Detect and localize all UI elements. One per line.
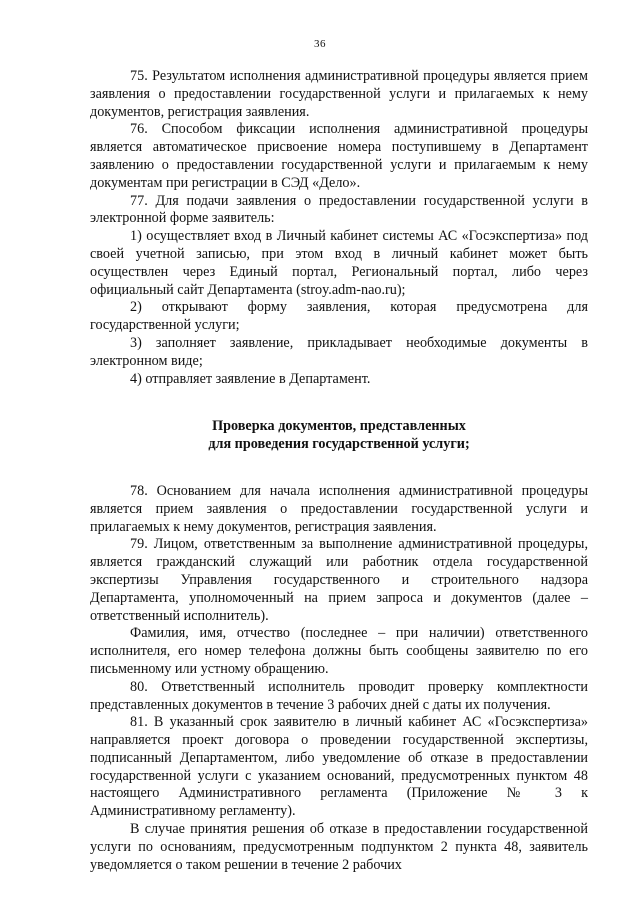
paragraph-80: 80. Ответственный исполнитель проводит проверку комплектности представленных документов в течение 3 рабочих дней с даты их получения. (90, 678, 588, 713)
paragraph-78: 78. Основанием для начала исполнения административной процедуры является прием заявления о предоставлении государственной услуги и прилагаемых к нему документов, регистрация заявления. (90, 482, 588, 535)
paragraph-81: 81. В указанный срок заявителю в личный кабинет АС «Госэкспертиза» направляется проект договора о проведении государственной экспертизы, подписанный Департаментом, либо уведомление об отказе в предоставлении государственной услуги с указанием оснований, предусмотренных пунктом 48 настоящего Административного регламента (Приложение № 3 к Административному регламенту). (90, 714, 588, 820)
paragraph-81-refusal: В случае принятия решения об отказе в предоставлении государственной услуги по основаниям, предусмотренным подпунктом 2 пункта 48, заявитель уведомляется о таком решении в течение 2 рабочих (90, 821, 588, 873)
list-item-4: 4) отправляет заявление в Департамент. (130, 370, 371, 387)
list-item-1: 1) осуществляет вход в Личный кабинет системы АС «Госэкспертиза» под своей учетной записью, при этом вход в личный кабинет может быть осуществлен через Единый портал, Региональный портал, либо через официальный сайт Департамента (stroy.adm-nao.ru); (90, 228, 588, 298)
document-body (90, 68, 588, 874)
page-number: 36 (314, 38, 326, 50)
paragraph-79-contact: Фамилия, имя, отчество (последнее – при наличии) ответственного исполнителя, его номер телефона должны быть сообщены заявителю по его письменному или устному обращению. (90, 625, 588, 677)
paragraph-75: 75. Результатом исполнения административной процедуры является прием заявления о предоставлении государственной услуги и прилагаемых к нему документов, регистрация заявления. (90, 68, 588, 120)
paragraph-79: 79. Лицом, ответственным за выполнение административной процедуры, является гражданский служащий или работник отдела государственной экспертизы Управления государственного и строительного надзора Департамента, уполномоченный на прием запроса и документов (далее – ответственный исполнитель). (90, 536, 588, 624)
paragraph-76: 76. Способом фиксации исполнения административной процедуры является автоматическое присвоение номера поступившему в Департамент заявлению о предоставлении государственной услуги и прилагаемым к нему документам при регистрации в СЭД «Дело». (90, 121, 588, 191)
list-item-2: 2) открывают форму заявления, которая предусмотрена для государственной услуги; (90, 299, 588, 334)
paragraph-77: 77. Для подачи заявления о предоставлении государственной услуги в электронной форме заявитель: (90, 192, 588, 227)
section-heading (90, 418, 588, 454)
section-heading-line-2: для проведения государственной услуги; (208, 436, 470, 453)
list-item-3: 3) заполняет заявление, прикладывает необходимые документы в электронном виде; (90, 334, 588, 369)
section-heading-line-1: Проверка документов, представленных (212, 418, 466, 435)
